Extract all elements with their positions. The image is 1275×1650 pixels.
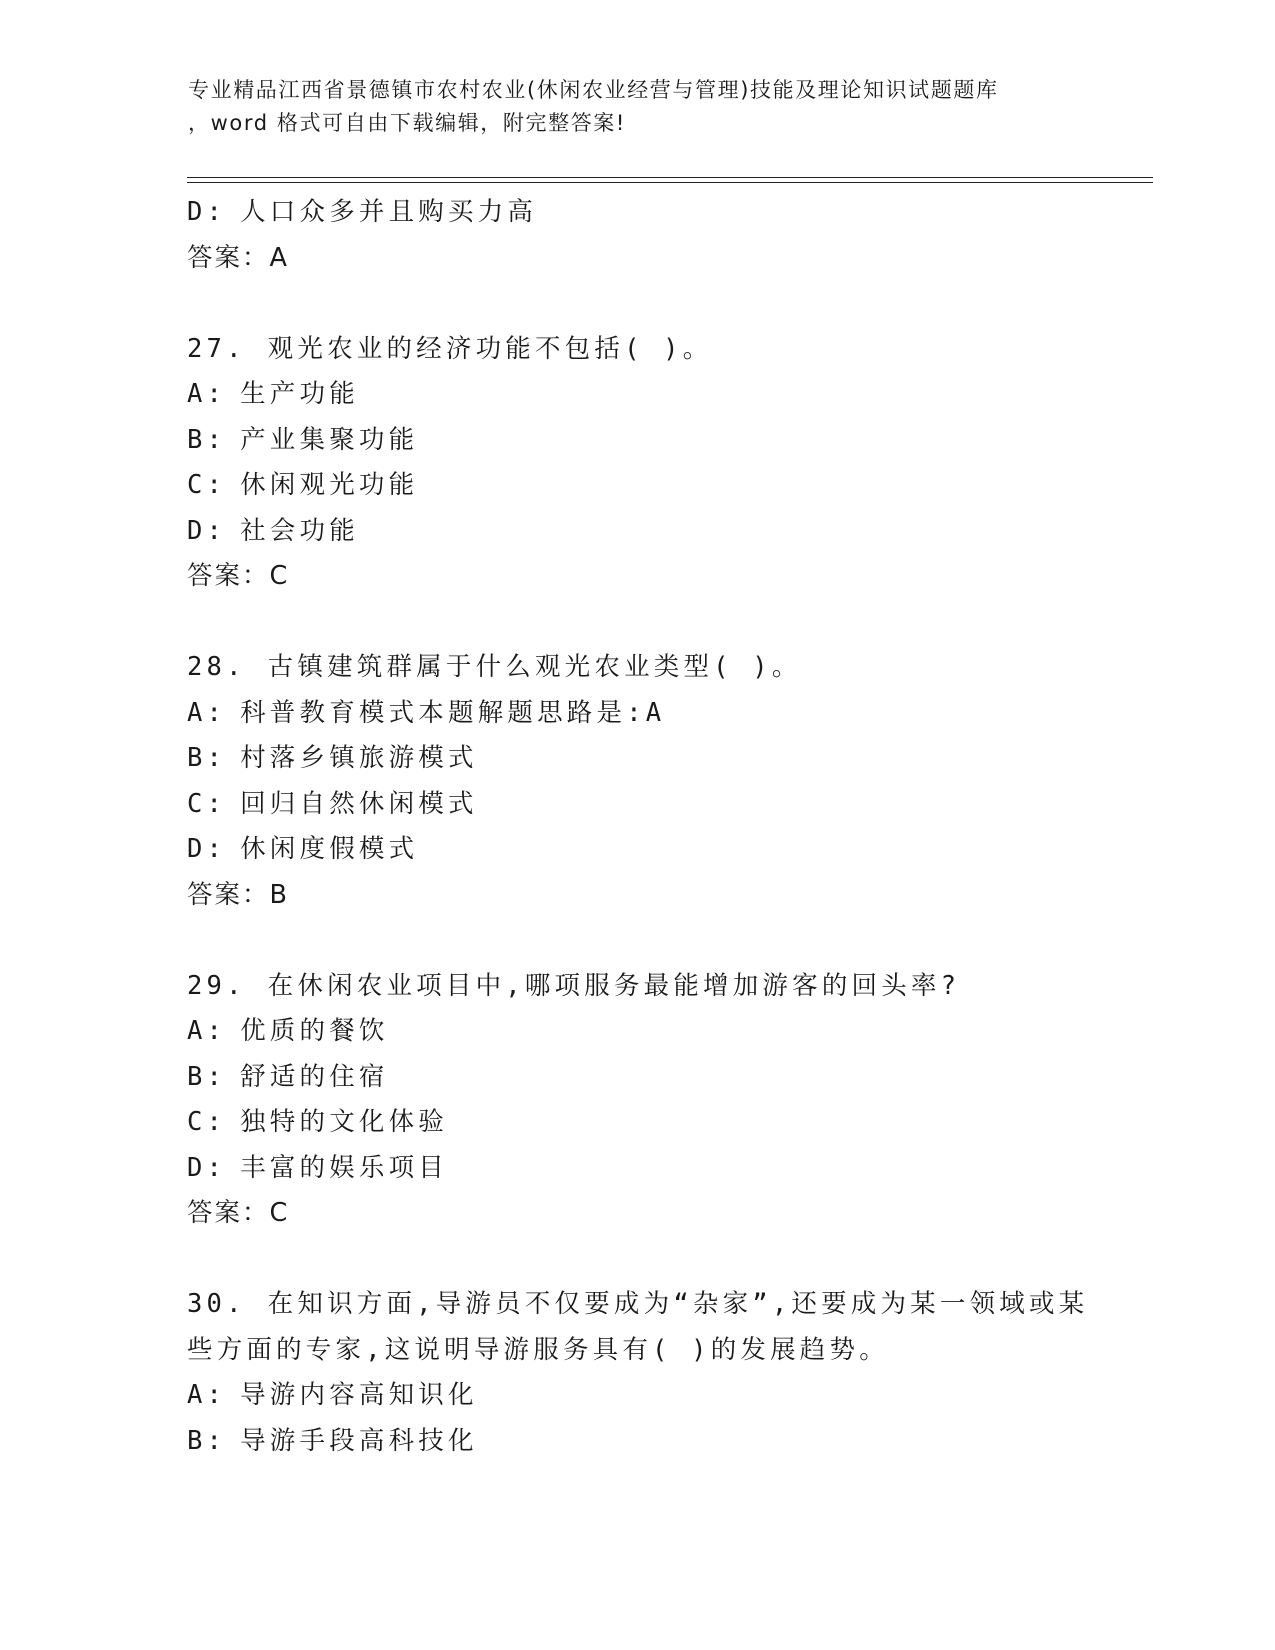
question-stem: [187, 964, 1147, 1010]
spacer: [187, 918, 1147, 964]
option-text: 舒适的住宿: [240, 1061, 389, 1092]
question-list: [187, 190, 1147, 1464]
option-label: A:: [187, 379, 227, 409]
option-text: 丰富的娱乐项目: [240, 1152, 449, 1183]
option-label: A:: [187, 1380, 227, 1410]
option-label: C:: [187, 470, 227, 500]
question-text: 在休闲农业项目中,哪项服务最能增加游客的回头率?: [267, 970, 961, 1001]
option-row: [187, 372, 1147, 418]
option-text: 社会功能: [240, 515, 359, 546]
option-row: [187, 418, 1147, 464]
option-row: [187, 1146, 1147, 1192]
document-header: [188, 74, 1088, 140]
question-stem: [187, 645, 1147, 691]
option-row: [187, 1373, 1147, 1419]
option-row: [187, 1100, 1147, 1146]
spacer: [187, 1237, 1147, 1283]
header-divider-bottom: [187, 182, 1153, 183]
spacer: [187, 281, 1147, 327]
option-row: [187, 827, 1147, 873]
option-label: D:: [187, 1152, 227, 1183]
option-label: A:: [187, 1016, 227, 1046]
option-label: B:: [187, 424, 227, 455]
option-row: [187, 1009, 1147, 1055]
option-label: D:: [187, 834, 227, 864]
option-text: 导游内容高知识化: [240, 1380, 478, 1410]
answer-line: 答案：A: [187, 242, 289, 273]
option-label: B:: [187, 1061, 227, 1092]
option-text: 休闲观光功能: [240, 470, 419, 500]
question-number: 30.: [187, 1289, 246, 1319]
option-text: 休闲度假模式: [240, 834, 419, 864]
option-row: [187, 463, 1147, 509]
option-text: 科普教育模式本题解题思路是:A: [240, 697, 666, 728]
answer-line: 答案：C: [187, 1198, 290, 1228]
option-label: B:: [187, 743, 227, 773]
option-text: 生产功能: [240, 379, 359, 409]
header-title-line-1: 专业精品江西省景德镇市农村农业(休闲农业经营与管理)技能及理论知识试题题库: [188, 78, 999, 102]
question-stem: [187, 327, 1147, 373]
option-text: 产业集聚功能: [240, 424, 419, 455]
option-text: 独特的文化体验: [240, 1107, 449, 1137]
option-text: 优质的餐饮: [240, 1016, 389, 1046]
option-text: 村落乡镇旅游模式: [240, 743, 478, 773]
option-row: [187, 1419, 1147, 1465]
header-title-line-2: ，word 格式可自由下载编辑，附完整答案!: [188, 111, 626, 135]
question-text: 古镇建筑群属于什么观光农业类型( )。: [267, 652, 802, 682]
option-label: B:: [187, 1425, 227, 1456]
option-row: [187, 782, 1147, 828]
question-number: 29.: [187, 970, 246, 1001]
answer-line: 答案：C: [187, 561, 290, 591]
option-row: [187, 1055, 1147, 1101]
option-text: 回归自然休闲模式: [240, 788, 478, 819]
option-text: 导游手段高科技化: [240, 1425, 478, 1456]
question-stem: [187, 1282, 1147, 1328]
option-label: C:: [187, 788, 227, 819]
question-number: 28.: [187, 652, 246, 682]
option-label: A:: [187, 697, 227, 728]
question-number: 27.: [187, 333, 246, 364]
question-stem-continued: 些方面的专家,这说明导游服务具有( )的发展趋势。: [187, 1334, 889, 1365]
answer-line: 答案：B: [187, 879, 289, 910]
header-divider-top: [187, 177, 1153, 178]
option-label: D:: [187, 197, 227, 227]
question-text: 观光农业的经济功能不包括( )。: [267, 333, 713, 364]
option-row: [187, 509, 1147, 555]
option-row: [187, 190, 1147, 236]
option-label: D:: [187, 515, 227, 546]
spacer: [187, 600, 1147, 646]
option-label: C:: [187, 1107, 227, 1137]
option-row: [187, 691, 1147, 737]
option-row: [187, 736, 1147, 782]
question-text: 在知识方面,导游员不仅要成为“杂家”,还要成为某一领域或某: [267, 1289, 1089, 1319]
option-text: 人口众多并且购买力高: [240, 197, 538, 227]
